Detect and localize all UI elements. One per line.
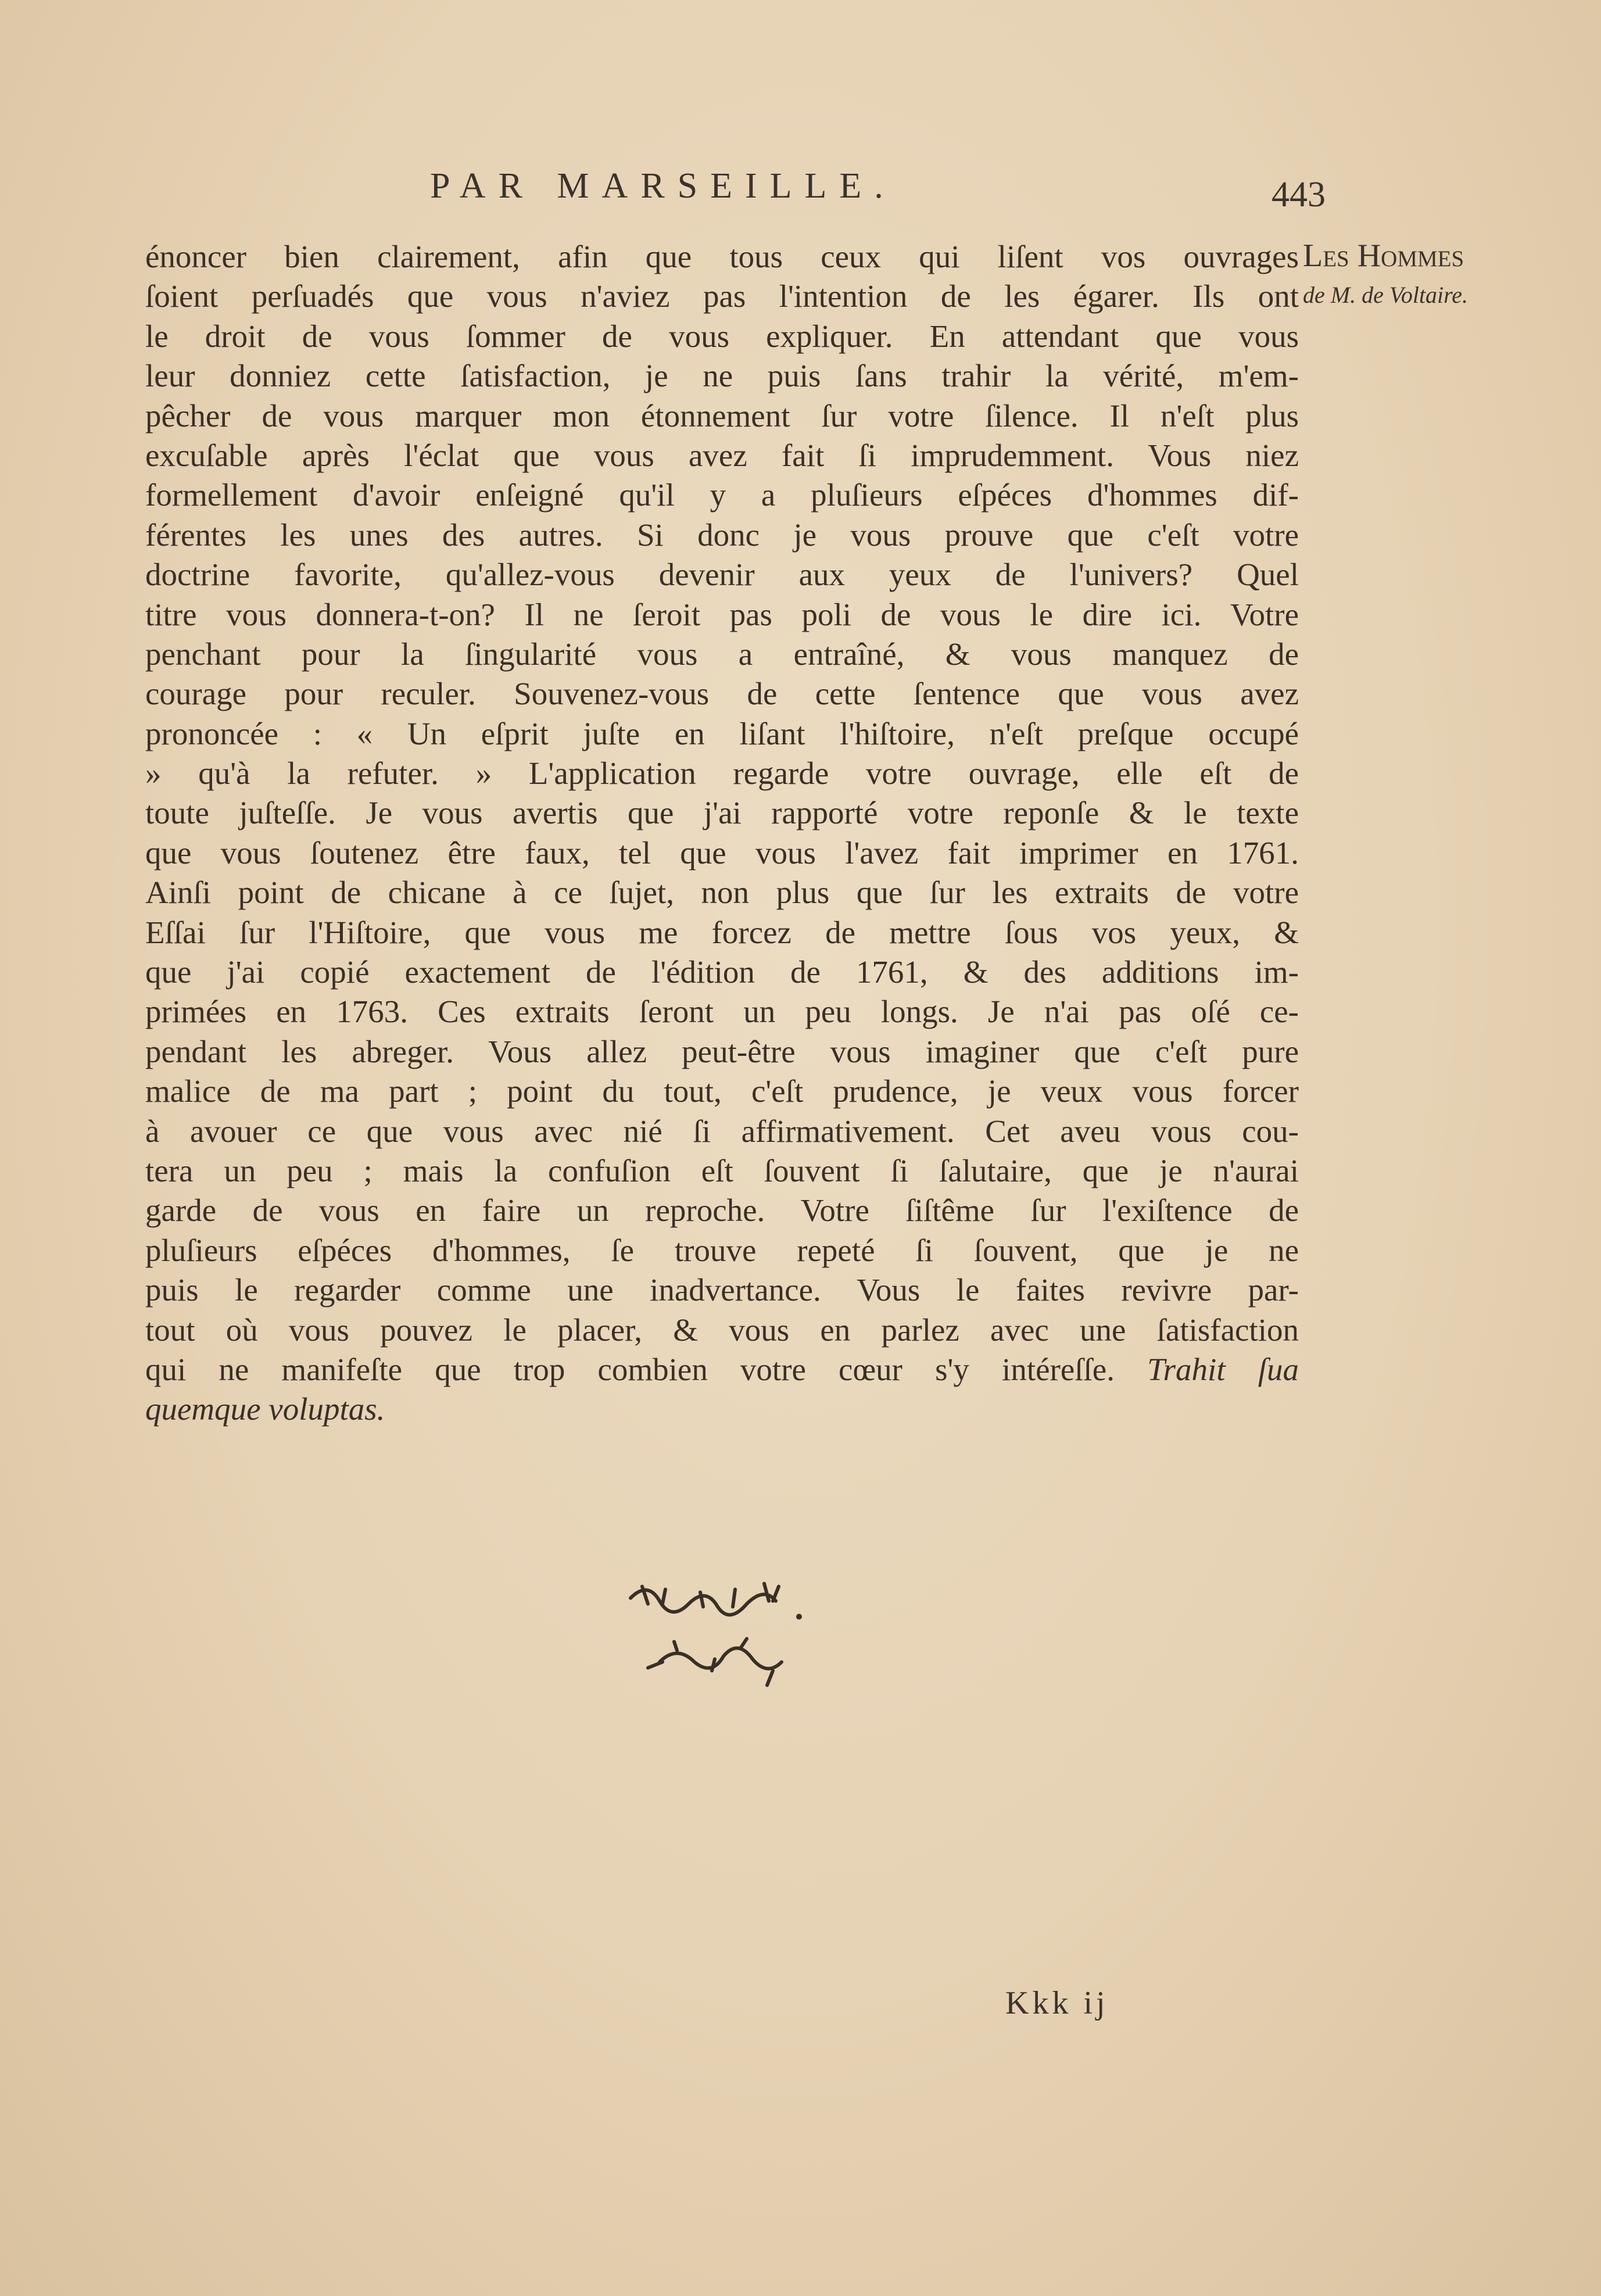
body-text xyxy=(145,237,1299,1430)
text-line: doctrine favorite, qu'allez-vous devenir aux yeux de l'univers? Quel xyxy=(145,557,1299,593)
text-line: penchant pour la ſingularité vous a entraîné, & vous manquez de xyxy=(145,636,1299,672)
signature-mark: Kkk ij xyxy=(1005,1985,1109,2021)
text-line: pendant les abreger. Vous allez peut-être vous imaginer que c'eſt pure xyxy=(145,1033,1299,1069)
text-segment: qui ne manifeſte que trop combien votre cœur s'y intéreſſe. xyxy=(145,1351,1148,1387)
text-line: » qu'à la refuter. » L'application regarde votre ouvrage, elle eſt de xyxy=(145,755,1299,791)
text-line: pluſieurs eſpéces d'hommes, ſe trouve repeté ſi ſouvent, que je ne xyxy=(145,1232,1299,1268)
text-line: leur donniez cette ſatisfaction, je ne puis ſans trahir la vérité, m'em- xyxy=(145,358,1299,394)
ornament-flourish-icon xyxy=(625,1575,811,1697)
margin-note-title: Les Hommes xyxy=(1303,238,1464,274)
text-line: énoncer bien clairement, afin que tous ceux qui liſent vos ouvrages xyxy=(145,239,1299,274)
page-number: 443 xyxy=(1272,175,1326,214)
text-line: que vous ſoutenez être faux, tel que vous l'avez fait imprimer en 1761. xyxy=(145,834,1299,871)
text-line: puis le regarder comme une inadvertance. Vous le faites revivre par- xyxy=(145,1272,1299,1308)
text-line: excuſable après l'éclat que vous avez fait ſi imprudemment. Vous niez xyxy=(145,437,1299,473)
text-line: garde de vous en faire un reproche. Votre ſiſtême ſur l'exiſtence de xyxy=(145,1192,1299,1228)
latin-quote: Trahit ſua xyxy=(1147,1351,1299,1387)
text-line: primées en 1763. Ces extraits ſeront un peu longs. Je n'ai pas oſé ce- xyxy=(145,994,1299,1030)
text-line: tout où vous pouvez le placer, & vous en parlez avec une ſatisfaction xyxy=(145,1312,1299,1348)
text-line: prononcée : « Un eſprit juſte en liſant l'hiſtoire, n'eſt preſque occupé xyxy=(145,715,1299,751)
margin-note-subtitle: de M. de Voltaire. xyxy=(1303,282,1469,308)
text-line: Ainſi point de chicane à ce ſujet, non plus que ſur les extraits de votre xyxy=(145,875,1299,911)
text-line: ſoient perſuadés que vous n'aviez pas l'intention de les égarer. Ils ont xyxy=(145,278,1299,314)
running-title: PAR MARSEILLE. xyxy=(430,166,896,206)
text-line: toute juſteſſe. Je vous avertis que j'ai rapporté votre reponſe & le texte xyxy=(145,795,1299,831)
text-line xyxy=(145,1350,1299,1389)
text-line: férentes les unes des autres. Si donc je vous prouve que c'eſt votre xyxy=(145,517,1299,553)
text-line: que j'ai copié exactement de l'édition de 1761, & des additions im- xyxy=(145,954,1299,990)
text-line: à avouer ce que vous avec nié ſi affirmativement. Cet aveu vous cou- xyxy=(145,1113,1299,1149)
latin-quote: quemque voluptas. xyxy=(145,1391,385,1427)
text-line: titre vous donnera-t-on? Il ne ſeroit pas poli de vous le dire ici. Votre xyxy=(145,596,1299,632)
text-line: le droit de vous ſommer de vous expliquer. En attendant que vous xyxy=(145,318,1299,354)
text-line: courage pour reculer. Souvenez-vous de cette ſentence que vous avez xyxy=(145,676,1299,712)
text-line: malice de ma part ; point du tout, c'eſt prudence, je veux vous forcer xyxy=(145,1073,1299,1109)
text-line: formellement d'avoir enſeigné qu'il y a pluſieurs eſpéces d'hommes dif- xyxy=(145,477,1299,513)
text-line: Eſſai ſur l'Hiſtoire, que vous me forcez de mettre ſous vos yeux, & xyxy=(145,914,1299,950)
text-line: pêcher de vous marquer mon étonnement ſur votre ſilence. Il n'eſt plus xyxy=(145,397,1299,434)
text-line: tera un peu ; mais la confuſion eſt ſouvent ſi ſalutaire, que je n'aurai xyxy=(145,1152,1299,1188)
